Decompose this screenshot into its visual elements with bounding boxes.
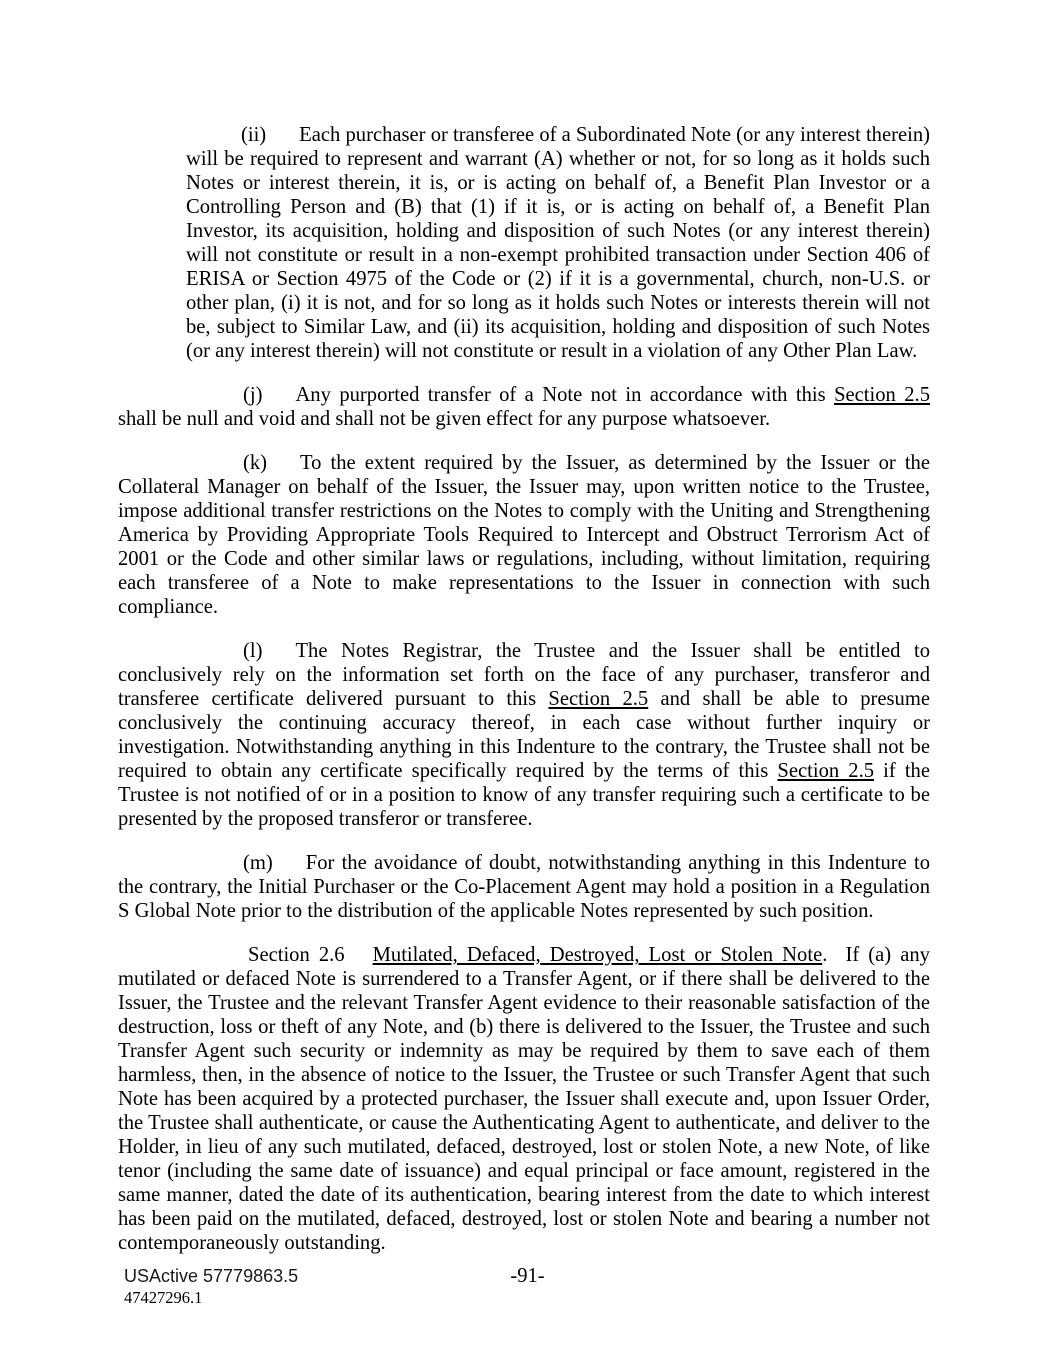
paragraph-l-label: (l) <box>243 640 263 662</box>
paragraph-k-label: (k) <box>243 452 268 474</box>
paragraph-m-text: For the avoidance of doubt, notwithstanding anything in this Indenture to the contrary, the Initial Purchaser or the Co-Placement Agent may hold a position in a Regulation S Global Note prior to the distribution of the applicable Notes represented by such position. <box>118 852 930 922</box>
paragraph-j <box>118 383 930 431</box>
paragraph-l <box>118 639 930 831</box>
paragraph-ii-label: (ii) <box>241 124 267 146</box>
paragraph-section-2-6 <box>118 943 930 1255</box>
paragraph-j-label: (j) <box>243 384 263 406</box>
footer-file-number: 47427296.1 <box>124 1288 203 1307</box>
section-2-5-reference: Section 2.5 <box>777 760 875 782</box>
section-2-6-text: . If (a) any mutilated or defaced Note is surrendered to a Transfer Agent, or if there shall be delivered to the Issuer, the Trustee and the relevant Transfer Agent evidence to their reasonable satisfaction of the destruction, loss or theft of any Note, and (b) there is delivered to the Issuer, the Trustee and such Transfer Agent such security or indemnity as may be required by them to save each of them harmless, then, in the absence of notice to the Issuer, the Trustee or such Transfer Agent that such Note has been acquired by a protected purchaser, the Issuer shall execute and, upon Issuer Order, the Trustee shall authenticate, or cause the Authenticating Agent to authenticate, and deliver to the Holder, in lieu of any such mutilated, defaced, destroyed, lost or stolen Note, a new Note, of like tenor (including the same date of issuance) and equal principal or face amount, registered in the same manner, dated the date of its authentication, bearing interest from the date to which interest has been paid on the mutilated, defaced, destroyed, lost or stolen Note and bearing a number not contemporaneously outstanding. <box>118 944 930 1254</box>
section-2-5-reference: Section 2.5 <box>548 688 649 710</box>
document-body <box>118 123 930 1275</box>
paragraph-l-text: The Notes Registrar, the Trustee and the Issuer shall be entitled to conclusively rely on the information set forth on the face of any purchaser, transferor and transferee certificate delivered pursuant to this <box>118 640 930 710</box>
footer-doc-id: USActive 57779863.5 <box>124 1266 299 1286</box>
paragraph-ii <box>186 123 930 363</box>
section-2-6-label: Section 2.6 <box>248 944 345 966</box>
section-2-5-reference: Section 2.5 <box>834 384 930 406</box>
paragraph-j-text: Any purported transfer of a Note not in accordance with this <box>295 384 835 406</box>
paragraph-ii-text: Each purchaser or transferee of a Subordinated Note (or any interest therein) will be required to represent and warrant (A) whether or not, for so long as it holds such Notes or interest therein, it is, or is acting on behalf of, a Benefit Plan Investor or a Controlling Person and (B) that (1) if it is, or is acting on behalf of, a Benefit Plan Investor, its acquisition, holding and disposition of such Notes (or any interest therein) will not constitute or result in a non-exempt prohibited transaction under Section 406 of ERISA or Section 4975 of the Code or (2) if it is a governmental, church, non-U.S. or other plan, (i) it is not, and for so long as it holds such Notes or interests therein will not be, subject to Similar Law, and (ii) its acquisition, holding and disposition of such Notes (or any interest therein) will not constitute or result in a violation of any Other Plan Law. <box>186 124 930 362</box>
section-2-6-heading: Mutilated, Defaced, Destroyed, Lost or Stolen Note <box>372 944 823 966</box>
paragraph-k-text: To the extent required by the Issuer, as determined by the Issuer or the Collateral Manager on behalf of the Issuer, the Issuer may, upon written notice to the Trustee, impose additional transfer restrictions on the Notes to comply with the Uniting and Strengthening America by Providing Appropriate Tools Required to Intercept and Obstruct Terrorism Act of 2001 or the Code and other similar laws or regulations, including, without limitation, requiring each transferee of a Note to make representations to the Issuer in connection with such compliance. <box>118 452 930 618</box>
paragraph-k <box>118 451 930 619</box>
page-number: -91- <box>510 1265 545 1287</box>
paragraph-j-text: shall be null and void and shall not be given effect for any purpose whatsoever. <box>118 408 771 430</box>
paragraph-l-text: if the Trustee is not notified of or in a position to know of any transfer requiring such a certificate to be presented by the proposed transferor or transferee. <box>118 760 930 830</box>
paragraph-l-text: and shall be able to presume conclusively the continuing accuracy thereof, in each case without further inquiry or investigation. Notwithstanding anything in this Indenture to the contrary, the Trustee shall not be required to obtain any certificate specifically required by the terms of this <box>118 688 931 782</box>
paragraph-m <box>118 851 930 923</box>
paragraph-m-label: (m) <box>243 852 273 874</box>
